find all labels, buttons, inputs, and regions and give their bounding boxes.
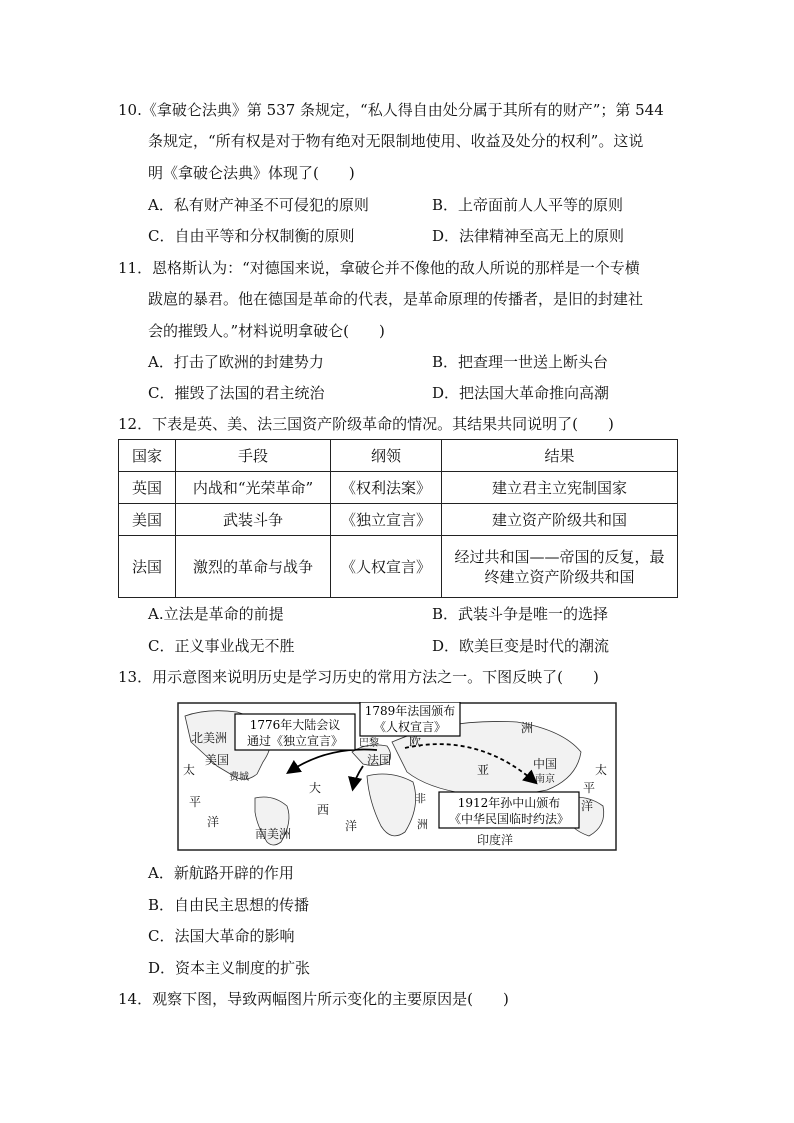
q10-option-b: B．上帝面前人人平等的原则 (432, 196, 624, 214)
table-cell: 《人权宣言》 (331, 536, 442, 598)
label-asia: 亚 (477, 763, 490, 777)
q11-option-b: B．把查理一世送上断头台 (432, 353, 609, 371)
note-1789-line1: 1789年法国颁布 (364, 704, 456, 718)
q12-option-d: D．欧美巨变是时代的潮流 (432, 637, 610, 655)
table-cell: 英国 (119, 472, 176, 504)
label-south-america: 南美洲 (255, 827, 292, 841)
label-atlantic-2: 西 (317, 803, 330, 817)
table-cell: 武装斗争 (176, 504, 331, 536)
q11-stem-line3: 会的摧毁人。”材料说明拿破仑( ) (148, 322, 385, 340)
q10-option-a: A．私有财产神圣不可侵犯的原则 (148, 196, 369, 214)
q10-stem-line2: 条规定，“所有权是对于物有绝对无限制地使用、收益及处分的权利”。这说 (148, 132, 644, 150)
label-pacific-west-1: 太 (183, 763, 196, 777)
table-header-cell: 结果 (442, 440, 678, 472)
label-atlantic-1: 大 (309, 781, 322, 795)
label-north-america: 北美洲 (191, 731, 228, 745)
table-header-cell: 手段 (176, 440, 331, 472)
note-box-1789 (360, 702, 460, 736)
q12-table (118, 439, 678, 598)
label-pacific-east-3: 洋 (581, 799, 594, 813)
q11-option-d: D．把法国大革命推向高潮 (432, 384, 610, 402)
q13-option-c: C．法国大革命的影响 (148, 927, 295, 945)
table-cell (442, 536, 678, 598)
q12-option-b: B．武装斗争是唯一的选择 (432, 605, 609, 623)
label-paris: 巴黎 (359, 738, 379, 749)
note-box-1776 (235, 714, 355, 750)
label-france: 法国 (367, 753, 392, 767)
q10-stem-line1: 10.《拿破仑法典》第 537 条规定，“私人得自由处分属于其所有的财产”；第 544 (118, 101, 664, 119)
q11-stem-line2: 跋扈的暴君。他在德国是革命的代表，是革命原理的传播者，是旧的封建社 (148, 290, 644, 308)
q13-option-b: B．自由民主思想的传播 (148, 896, 310, 914)
table-row (119, 472, 678, 504)
label-pacific-east-1: 太 (595, 763, 608, 777)
world-map-figure (177, 702, 617, 851)
table-cell: 《独立宣言》 (331, 504, 442, 536)
table-header-cell: 纲领 (331, 440, 442, 472)
label-pacific-west-3: 洋 (207, 815, 220, 829)
table-cell-line: 终建立资产阶级共和国 (484, 567, 635, 586)
table-row (119, 536, 678, 598)
label-europe: 欧 (409, 735, 422, 749)
table-cell: 《权利法案》 (331, 472, 442, 504)
label-pacific-west-2: 平 (189, 795, 202, 809)
table-cell: 建立君主立宪制国家 (442, 472, 678, 504)
q11-option-c: C．摧毁了法国的君主统治 (148, 384, 325, 402)
label-china: 中国 (533, 757, 558, 771)
label-indian-ocean: 印度洋 (477, 833, 514, 847)
note-1776-line1: 1776年大陆会议 (249, 718, 341, 732)
q14-stem: 14．观察下图，导致两幅图片所示变化的主要原因是( ) (118, 990, 509, 1008)
label-africa: 非 (415, 792, 426, 805)
note-box-1912 (439, 792, 579, 828)
label-atlantic-3: 洋 (345, 819, 358, 833)
label-pacific-east-2: 平 (583, 781, 596, 795)
table-row (119, 504, 678, 536)
q13-option-d: D．资本主义制度的扩张 (148, 959, 311, 977)
note-1912-line2: 《中华民国临时约法》 (448, 812, 570, 826)
label-zhou-asia: 洲 (521, 721, 534, 735)
table-cell: 法国 (119, 536, 176, 598)
q13-option-a: A．新航路开辟的作用 (148, 864, 294, 882)
q10-option-c: C．自由平等和分权制衡的原则 (148, 227, 355, 245)
q11-stem-line1: 11．恩格斯认为：“对德国来说，拿破仑并不像他的敌人所说的那样是一个专横 (118, 259, 640, 277)
label-philadelphia: 费城 (229, 772, 249, 783)
label-usa: 美国 (205, 753, 230, 767)
note-1789-line2: 《人权宣言》 (373, 720, 447, 734)
q12-option-c: C．正义事业战无不胜 (148, 637, 295, 655)
table-cell-line: 经过共和国——帝国的反复，最 (454, 547, 665, 566)
q10-option-d: D．法律精神至高无上的原则 (432, 227, 625, 245)
table-cell: 建立资产阶级共和国 (442, 504, 678, 536)
table-header-row (119, 440, 678, 472)
label-nanjing: 南京 (535, 774, 555, 785)
table-cell: 激烈的革命与战争 (176, 536, 331, 598)
q11-option-a: A．打击了欧洲的封建势力 (148, 353, 324, 371)
q12-option-a: A.立法是革命的前提 (148, 605, 284, 623)
q13-stem: 13．用示意图来说明历史是学习历史的常用方法之一。下图反映了( ) (118, 668, 599, 686)
table-header-cell: 国家 (119, 440, 176, 472)
table-cell: 美国 (119, 504, 176, 536)
table-cell: 内战和“光荣革命” (176, 472, 331, 504)
q12-stem: 12．下表是英、美、法三国资产阶级革命的情况。其结果共同说明了( ) (118, 415, 614, 433)
note-1776-line2: 通过《独立宣言》 (246, 734, 344, 748)
note-1912-line1: 1912年孙中山颁布 (457, 796, 561, 810)
q10-stem-line3: 明《拿破仑法典》体现了( ) (148, 164, 355, 182)
label-zhou-africa: 洲 (417, 818, 428, 831)
